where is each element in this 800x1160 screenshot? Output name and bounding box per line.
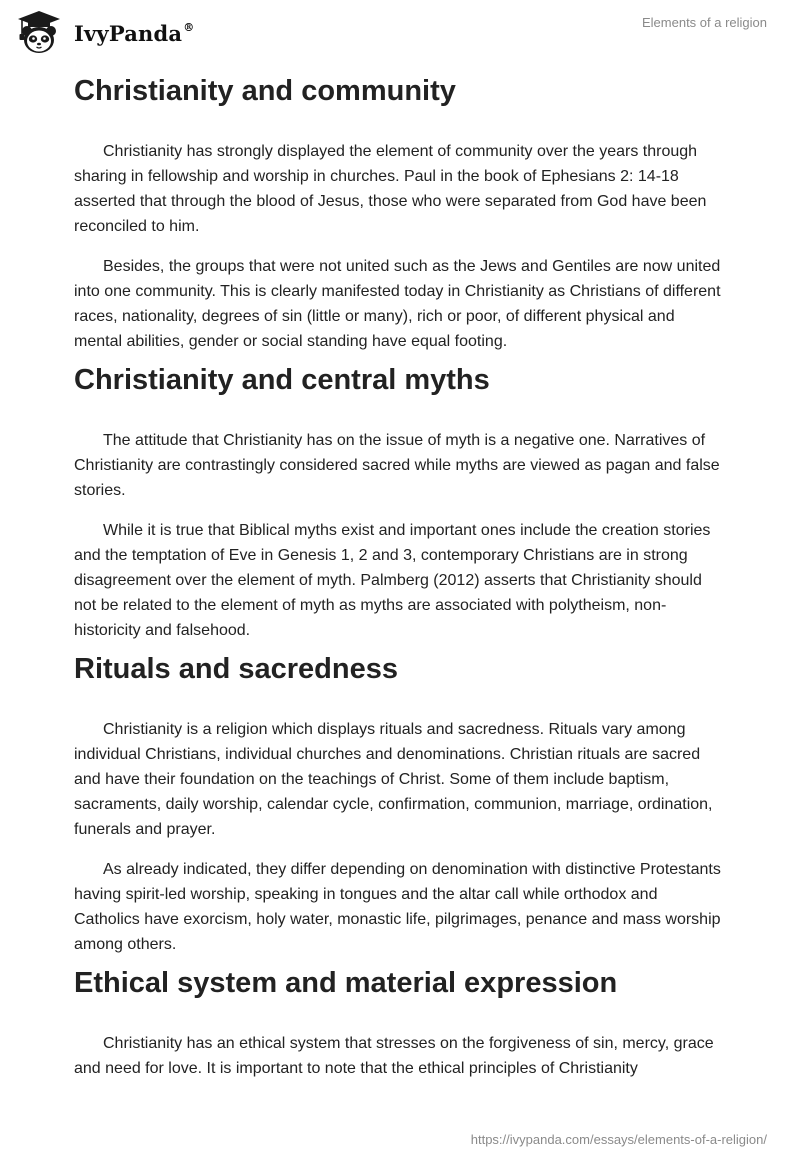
registered-mark: ® xyxy=(183,20,195,34)
page-header xyxy=(0,0,800,62)
section-central-myths xyxy=(74,360,726,643)
paragraph: Christianity has an ethical system that stresses on the forgiveness of sin, mercy, grace and need for love. It is important to note that the ethical principles of Christianity xyxy=(74,1035,714,1077)
paragraph: While it is true that Biblical myths exist and important ones include the creation stories and the temptation of Eve in Genesis 1, 2 and 3, contemporary Christians are in strong disagreement over the element of myth. Palmberg (2012) asserts that Christianity should not be related to the element of myth as myths are associated with polytheism, non-historicity and falsehood. xyxy=(74,522,711,639)
article-body xyxy=(74,70,726,1081)
section-rituals xyxy=(74,649,726,957)
paragraph: Besides, the groups that were not united such as the Jews and Gentiles are now united into one community. This is clearly manifested today in Christianity as Christians of different races, nationality, degrees of sin (little or many), rich or poor, of different physical and mental abilities, gender or social standing have equal footing. xyxy=(74,258,721,350)
brand-name: IvyPanda® xyxy=(74,20,195,46)
section-heading: Rituals and sacredness xyxy=(74,653,398,685)
section-heading: Christianity and central myths xyxy=(74,364,490,396)
paragraph: Christianity has strongly displayed the element of community over the years through sharing in fellowship and worship in churches. Paul in the book of Ephesians 2: 14-18 asserted that through the blood of Jesus, those who were separated from God have been reconciled to him. xyxy=(74,143,707,235)
section-community xyxy=(74,71,726,354)
paragraph: As already indicated, they differ depending on denomination with distinctive Protestants having spirit-led worship, speaking in tongues and the altar call while orthodox and Catholics have exorcism, holy water, monastic life, pilgrimages, penance and mass worship among others. xyxy=(74,861,721,953)
paragraph: Christianity is a religion which displays rituals and sacredness. Rituals vary among individual Christians, individual churches and denominations. Christian rituals are sacred and have their foundation on the teachings of Christ. Some of them include baptism, sacraments, daily worship, calendar cycle, confirmation, communion, marriage, ordination, funerals and prayer. xyxy=(74,721,713,838)
document-title: Elements of a religion xyxy=(641,15,767,30)
section-heading: Ethical system and material expression xyxy=(74,967,618,999)
source-url[interactable]: https://ivypanda.com/essays/elements-of-a-religion/ xyxy=(470,1132,767,1147)
brand-logo[interactable] xyxy=(14,9,194,55)
section-heading: Christianity and community xyxy=(74,75,456,107)
paragraph: The attitude that Christianity has on the issue of myth is a negative one. Narratives of Christianity are contrastingly considered sacred while myths are viewed as pagan and false stories. xyxy=(74,432,720,499)
section-ethical-system xyxy=(74,963,726,1081)
panda-graduate-icon xyxy=(14,9,64,55)
